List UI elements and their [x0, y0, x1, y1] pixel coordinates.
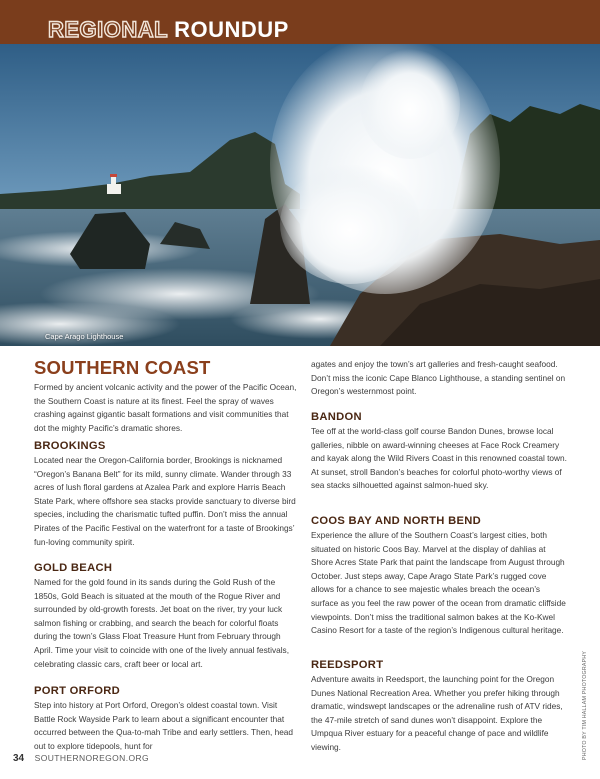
page-number: 34 [13, 753, 25, 764]
town-text-port-orford-part2: agates and enjoy the town’s art galleries and fresh-caught seafood. Don’t miss the iconic Cape Blanco Lighthouse, a standing sentinel on Oregon’s westernmost point. [311, 359, 566, 397]
footer-site-link[interactable]: SOUTHERNOREGON.ORG [34, 753, 150, 763]
hero-caption: Cape Arago Lighthouse [45, 332, 124, 341]
town-heading-reedsport: REEDSPORT [311, 659, 384, 671]
town-heading-brookings: BROOKINGS [34, 440, 106, 452]
header-title-outline: REGIONAL [48, 17, 169, 42]
page-header-title [48, 17, 289, 43]
hero-photo-cape-arago [0, 44, 600, 346]
section-title: SOUTHERN COAST [34, 357, 211, 378]
town-heading-gold-beach: GOLD BEACH [34, 562, 113, 574]
town-heading-coos-bay: COOS BAY AND NORTH BEND [311, 515, 481, 527]
town-heading-port-orford: PORT ORFORD [34, 685, 120, 697]
town-text-port-orford-part1: Step into history at Port Orford, Oregon’s oldest coastal town. Visit Battle Rock Wayside Park to learn about a significant encounter that occurred between the Qua-to-mah Tribe and early settlers. Then, head out to explore tidepools, hunt for [34, 700, 294, 751]
section-intro: Formed by ancient volcanic activity and the power of the Pacific Ocean, the Southern Coast is nature at its finest. Feel the spray of waves crashing against gigantic basalt formations and visit communities that dot the mighty Pacific’s dramatic shores. [34, 382, 297, 433]
town-text-coos-bay: Experience the allure of the Southern Coast’s largest cities, both situated on historic Coos Bay. Marvel at the display of dahlias at Shore Acres State Park that paint the landscape from August through October. Just steps away, Cape Arago State Park’s rugged cove allows for a chance to see majestic whales breach the ocean’s surface as you feel the raw power of the ocean from dramatic cliffside viewpoints. Don’t miss the traditional salmon bakes at the Ko-Kwel Casino Resort for a taste of the region’s Indigenous cultural heritage. [311, 530, 566, 636]
photo-credit: PHOTO BY TIM HALLAM PHOTOGRAPHY [582, 650, 588, 760]
town-text-brookings: Located near the Oregon-California border, Brookings is nicknamed “Oregon’s Banana Belt” for its mild, sunny climate. Wander through 33 acres of lush floral gardens at Azalea Park and explore Harris Beach State Park, where offshore sea stacks provide sanctuary to diverse bird species, including the charismatic tufted puffin. Don’t miss the annual Pirates of the Pacific Festival on the waterfront for a taste of Brookings’ fun-loving community spirit. [34, 455, 296, 547]
header-title-solid: ROUNDUP [174, 17, 289, 42]
town-text-bandon: Tee off at the world-class golf course Bandon Dunes, browse local galleries, nibble on award-winning cheeses at Face Rock Creamery and kayak along the Wild Rivers Coast in this renowned coastal town. At sunset, stroll Bandon’s beaches for colorful photo-worthy views of sea stacks silhouetted against salmon-hued sky. [311, 426, 567, 491]
town-heading-bandon: BANDON [311, 411, 362, 423]
town-text-reedsport: Adventure awaits in Reedsport, the launching point for the Oregon Dunes National Recreation Area. Whether you prefer hiking through dramatic, windswept landscapes or the adrenaline rush of ATV rides, the 47-mile stretch of sand dunes won’t disappoint. Explore the Umpqua River estuary for a peaceful change of pace and wildlife viewing. [311, 674, 563, 752]
town-text-gold-beach: Named for the gold found in its sands during the Gold Rush of the 1850s, Gold Beach is situated at the mouth of the Rogue River and surrounded by old-growth forests. Jet boat on the river, try your luck salmon fishing or crabbing, and search the beach for colorful floats during the town’s Glass Float Treasure Hunt from February through April. Time your visit to coincide with one of the lively annual festivals, celebrating classic cars, craft beer or local art. [34, 577, 290, 669]
page-footer [13, 753, 149, 764]
